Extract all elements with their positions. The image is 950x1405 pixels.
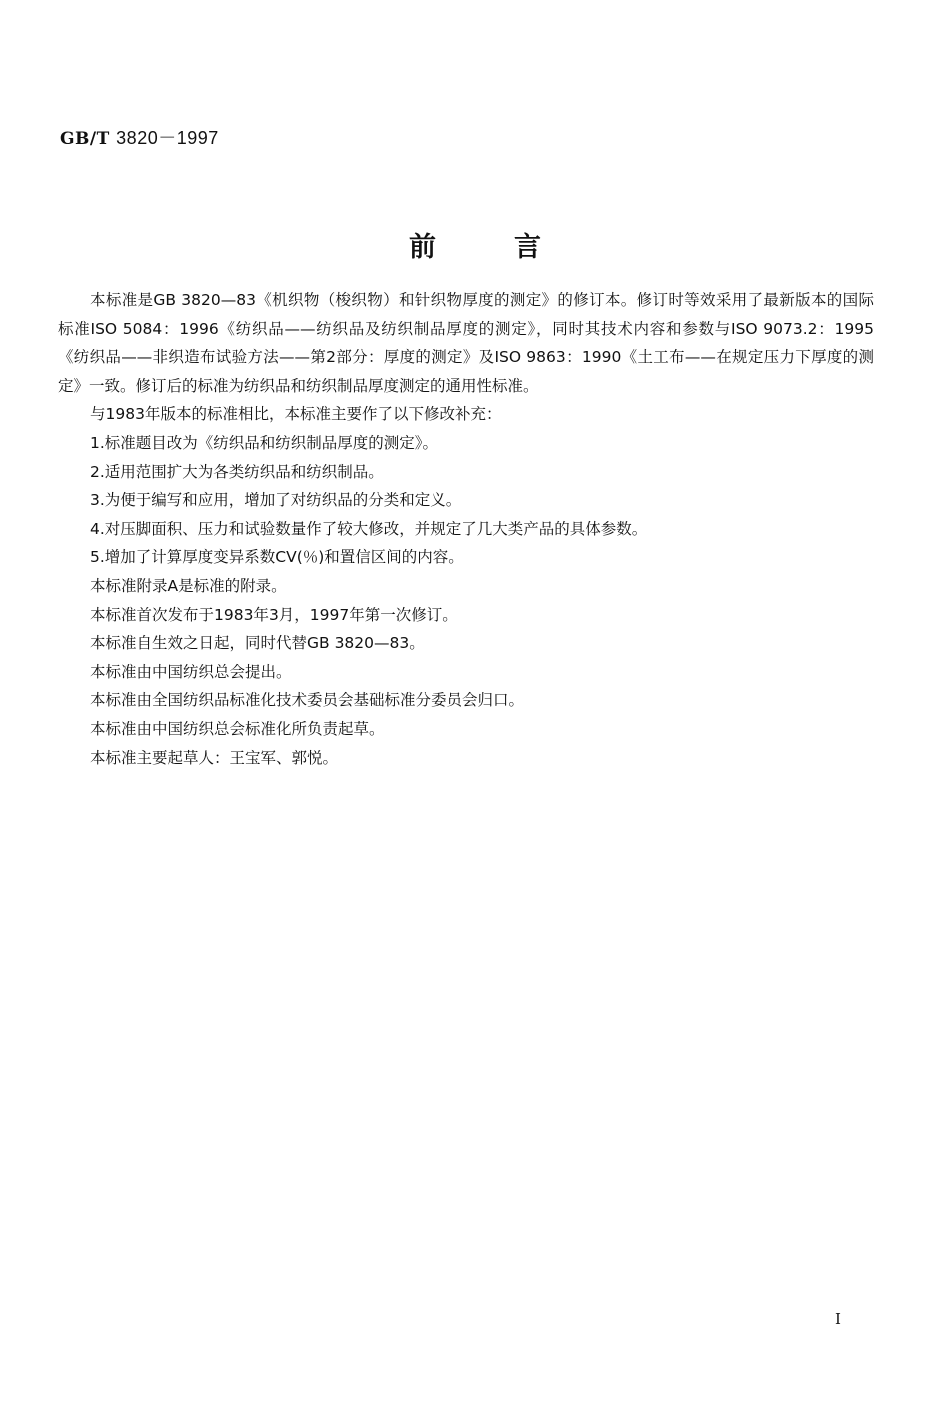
standard-code	[60, 124, 219, 150]
page-title: 前言	[409, 232, 619, 263]
paragraph-change-4: 4.对压脚面积、压力和试验数量作了较大修改，并规定了几大类产品的具体参数。	[90, 519, 648, 538]
page-number: I	[835, 1310, 841, 1328]
paragraph-drafters: 本标准主要起草人：王宝军、郭悦。	[90, 748, 339, 767]
paragraph-intro: 本标准是GB 3820—83《机织物（梭织物）和针织物厚度的测定》的修订本。修订时等效采用了最新版本的国际标准ISO 5084：1996《纺织品——纺织品及纺织制品厚度的测定》，同时其技术内容和参数与ISO 9073.2：1995《纺织品——非织造布试验方法——第2部分：厚度的测定》及ISO 9863：1990《土工布——在规定压力下厚度的测定》一致。修订后的标准为纺织品和纺织制品厚度测定的通用性标准。	[58, 291, 874, 395]
paragraph-change-1: 1.标准题目改为《纺织品和纺织制品厚度的测定》。	[90, 433, 439, 452]
paragraph-change-2: 2.适用范围扩大为各类纺织品和纺织制品。	[90, 462, 384, 481]
standard-prefix: GB/T	[60, 129, 110, 149]
paragraph-first-issue: 本标准首次发布于1983年3月，1997年第一次修订。	[90, 605, 458, 624]
paragraph-replaces: 本标准自生效之日起，同时代替GB 3820—83。	[90, 634, 425, 653]
paragraph-appendix: 本标准附录A是标准的附录。	[90, 576, 287, 595]
foreword-body	[58, 286, 874, 772]
paragraph-change-5: 5.增加了计算厚度变异系数CV(％)和置信区间的内容。	[90, 548, 464, 567]
paragraph-proposed-by: 本标准由中国纺织总会提出。	[90, 662, 292, 681]
paragraph-drafted-by: 本标准由中国纺织总会标准化所负责起草。	[90, 719, 385, 738]
standard-number: 3820－1997	[116, 128, 219, 148]
paragraph-centralized-by: 本标准由全国纺织品标准化技术委员会基础标准分委员会归口。	[90, 691, 525, 710]
paragraph-change-3: 3.为便于编写和应用，增加了对纺织品的分类和定义。	[90, 491, 462, 510]
paragraph-changes-lead: 与1983年版本的标准相比，本标准主要作了以下修改补充：	[90, 405, 502, 424]
